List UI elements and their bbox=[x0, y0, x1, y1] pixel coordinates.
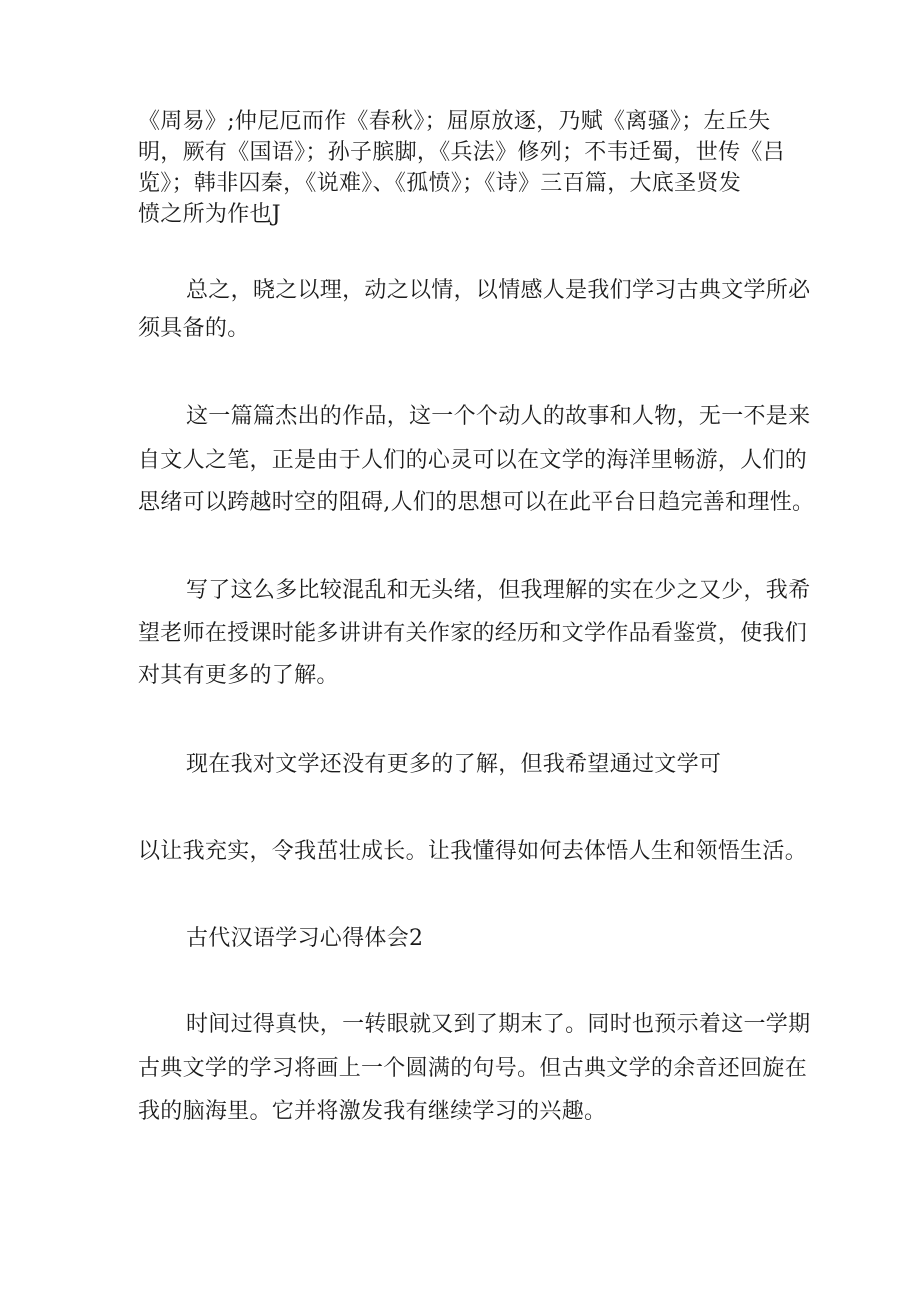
text-line: 以让我充实，令我茁壮成长。让我懂得如何去体悟人生和领悟生活。 bbox=[138, 839, 808, 864]
section-heading: 古代汉语学习心得体会2 bbox=[186, 926, 424, 951]
text-line: 望老师在授课时能多讲讲有关作家的经历和文学作品看鉴赏，使我们 bbox=[138, 621, 808, 646]
text-line: 我的脑海里。它并将激发我有继续学习的兴趣。 bbox=[138, 1099, 607, 1124]
text-line: 对其有更多的了解。 bbox=[138, 663, 339, 688]
text-line: 明，厥有《国语》；孙子膑脚，《兵法》修列；不韦迁蜀，世传《吕 bbox=[138, 140, 786, 165]
text-line: 古典文学的学习将画上一个圆满的句号。但古典文学的余音还回旋在 bbox=[138, 1056, 808, 1081]
text-line: 须具备的。 bbox=[138, 316, 250, 341]
text-line: 览》；韩非囚秦，《说难》、《孤愤》；《诗》三百篇，大底圣贤发 bbox=[138, 171, 742, 196]
paragraph-start-line: 这一篇篇杰出的作品，这一个个动人的故事和人物，无一不是来 bbox=[186, 404, 811, 429]
text-line: 思绪可以跨越时空的阻碍,人们的思想可以在此平台日趋完善和理性。 bbox=[138, 490, 815, 515]
text-line: 《周易》;仲尼厄而作《春秋》；屈原放逐，乃赋《离骚》；左丘失 bbox=[138, 109, 771, 134]
paragraph-start-line: 总之，晓之以理，动之以情，以情感人是我们学习古典文学所必 bbox=[186, 278, 811, 303]
text-line: 自文人之笔，正是由于人们的心灵可以在文学的海洋里畅游，人们的 bbox=[138, 448, 808, 473]
paragraph-start-line: 现在我对文学还没有更多的了解，但我希望通过文学可 bbox=[186, 752, 722, 777]
text-line: 愤之所为作也J bbox=[138, 202, 281, 227]
paragraph-start-line: 写了这么多比较混乱和无头绪，但我理解的实在少之又少，我希 bbox=[186, 578, 811, 603]
paragraph-start-line: 时间过得真快，一转眼就又到了期末了。同时也预示着这一学期 bbox=[186, 1012, 811, 1037]
